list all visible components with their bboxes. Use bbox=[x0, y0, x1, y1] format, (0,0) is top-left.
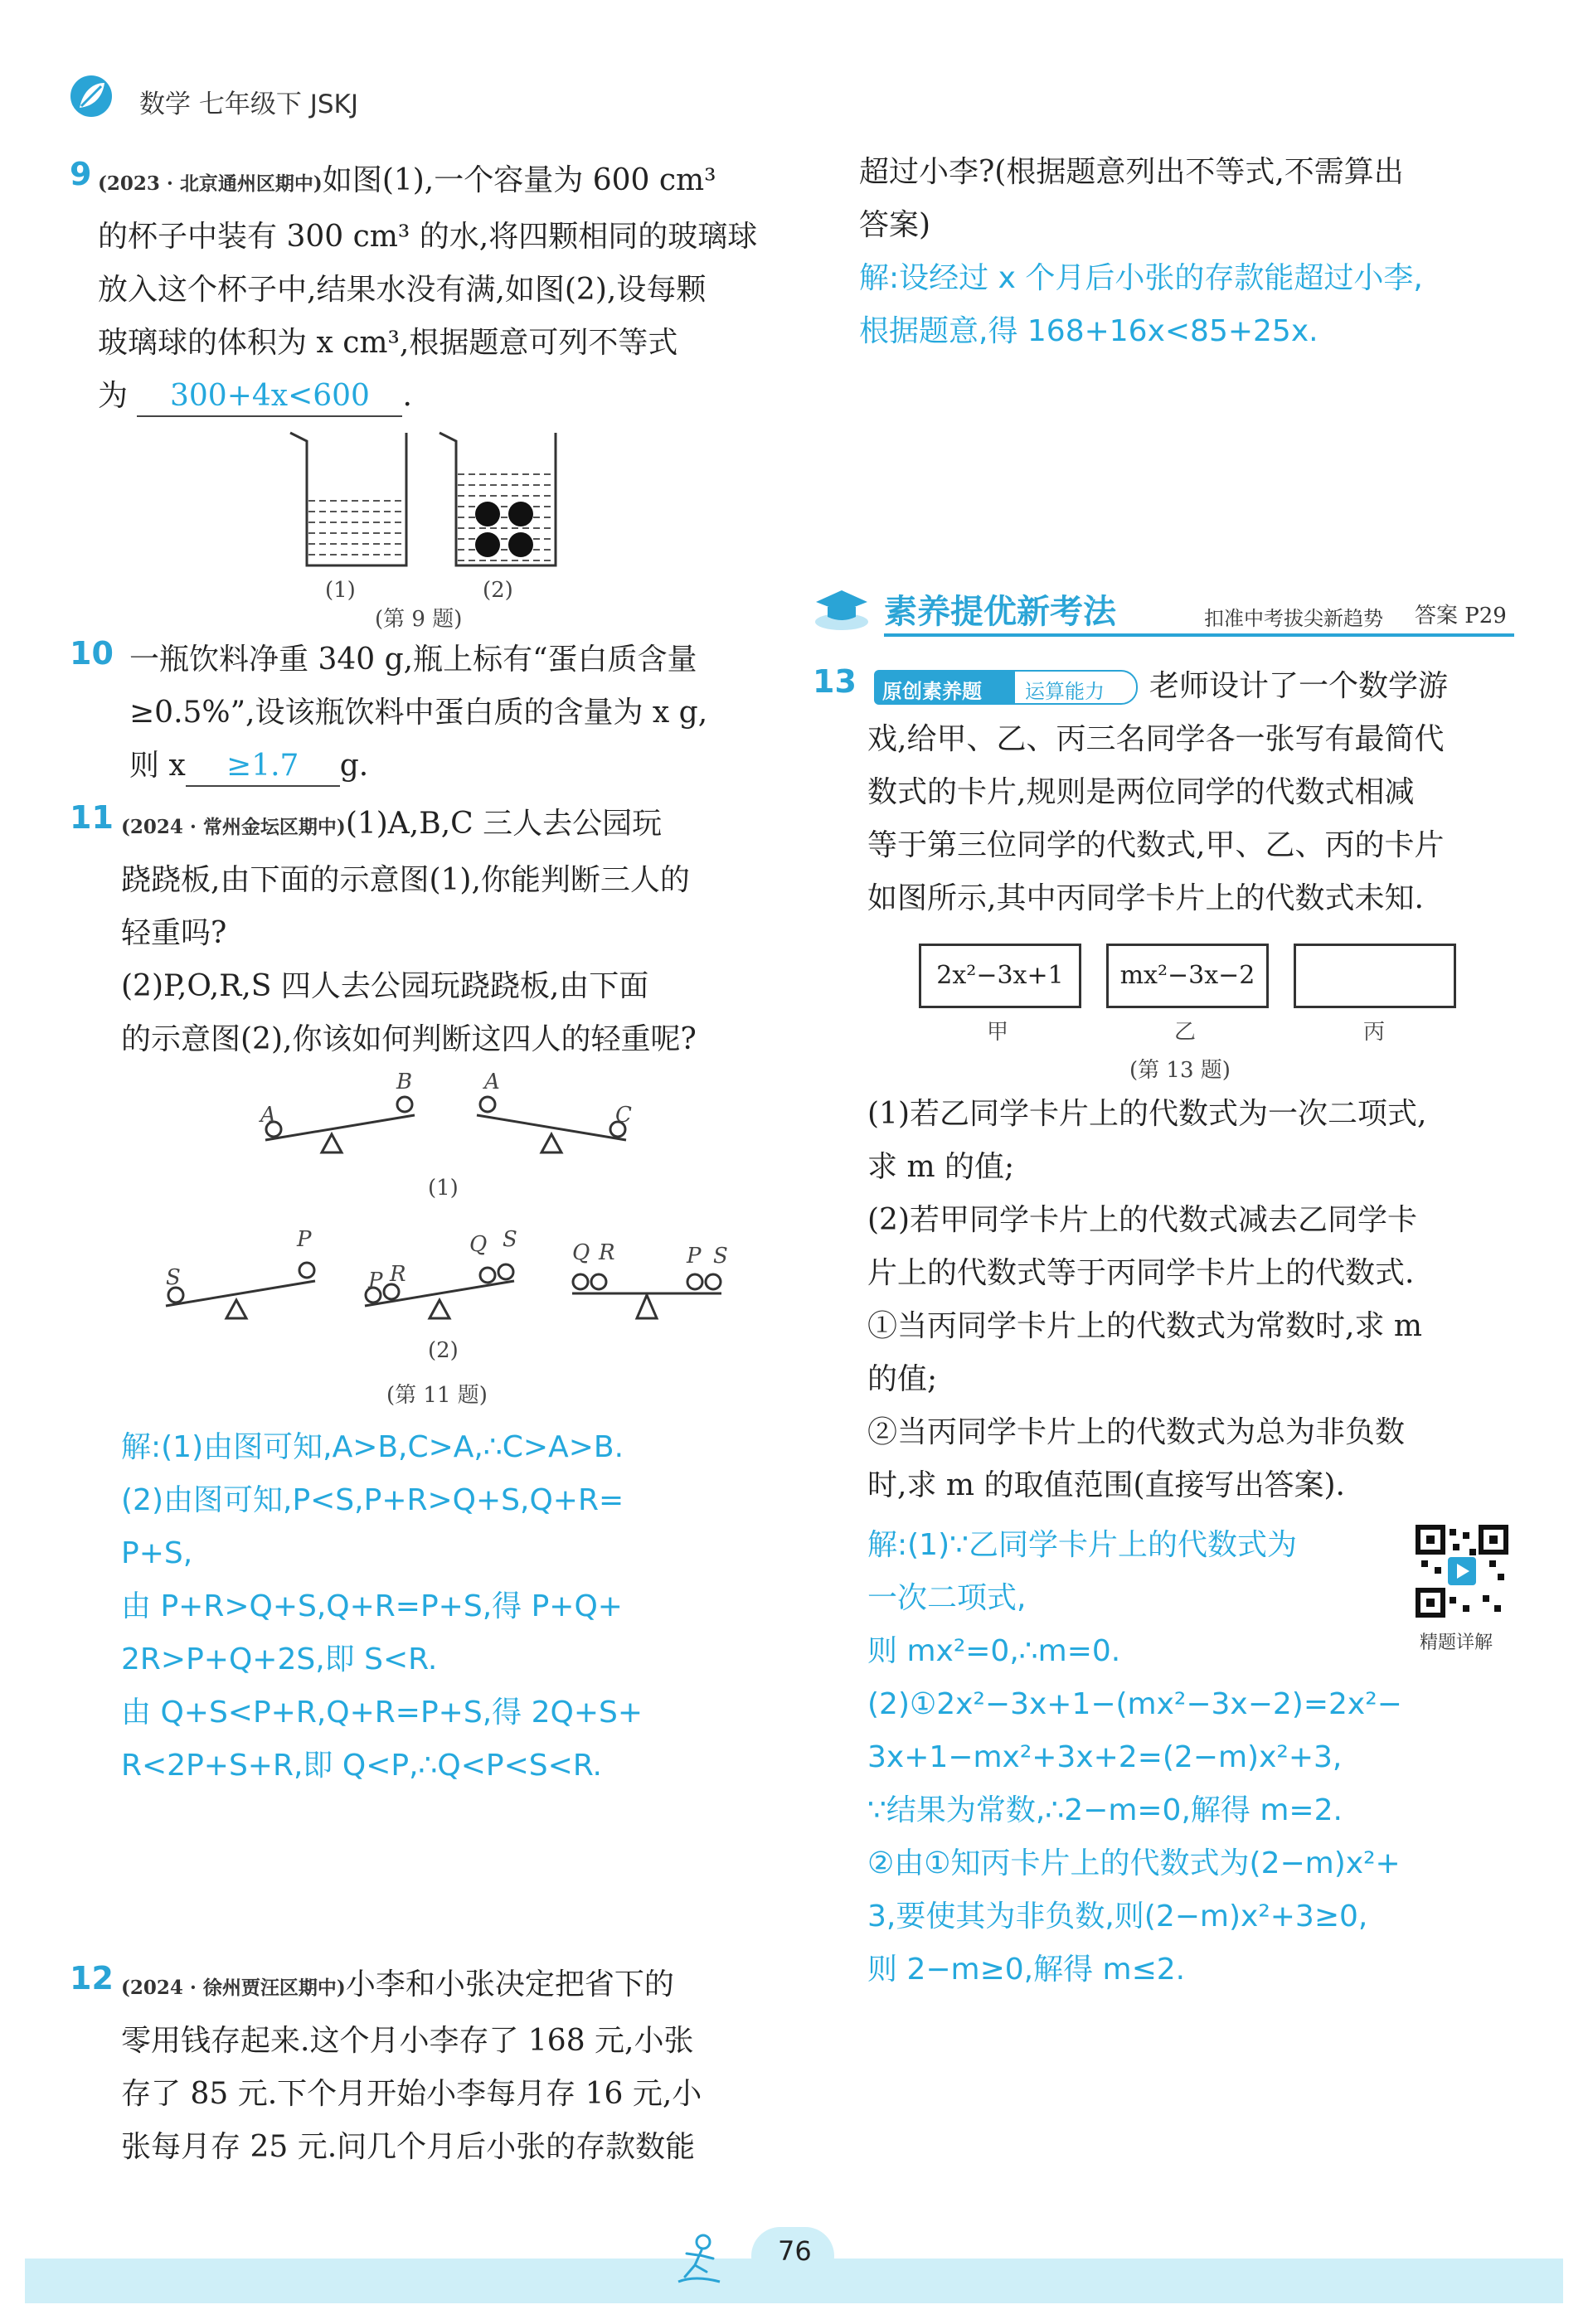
q11-label-qs-s: S bbox=[503, 1227, 517, 1252]
beaker-1-icon bbox=[290, 433, 406, 565]
q9-fig2-label: (2) bbox=[483, 578, 513, 603]
q13-label-yi: 乙 bbox=[1174, 1020, 1197, 1045]
q13-card-yi: mx²−3x−2 bbox=[1106, 944, 1269, 1008]
q9-number: 9 bbox=[70, 156, 92, 192]
q13-caption: (第 13 题) bbox=[1129, 1058, 1231, 1083]
beaker-2-icon bbox=[439, 433, 556, 565]
q11-fig1-label: (1) bbox=[428, 1176, 459, 1201]
q12-solution: 解:设经过 x 个月后小张的存款能超过小李, 根据题意,得 168+16x<85+25x. bbox=[859, 261, 1423, 348]
q11-fig2-label: (2) bbox=[428, 1338, 459, 1363]
q13-card-bing bbox=[1294, 944, 1456, 1008]
q11-seesaw-figure-2 bbox=[158, 1235, 738, 1327]
footer-page-number: 76 bbox=[778, 2235, 812, 2267]
q11-label-b: B bbox=[396, 1070, 413, 1094]
q11-label-qs-q: Q bbox=[469, 1232, 488, 1257]
q13-tag-original-text: 原创素养题 bbox=[882, 680, 982, 703]
section-answer-ref: 答案 P29 bbox=[1415, 604, 1507, 628]
q13-label-jia: 甲 bbox=[987, 1020, 1009, 1045]
q12-text: (2024 · 徐州贾汪区期中)小李和小张决定把省下的 零用钱存起来.这个月小李存了 168 元,小张 存了 85 元.下个月开始小李每月存 16 元,小 张每月存 25 元.问几个月后小张的存款数能 bbox=[121, 1967, 702, 2164]
q10-text: 一瓶饮料净重 340 g,瓶上标有“蛋白质含量 ≥0.5%”,设该瓶饮料中蛋白质的含量为 x g, 则 x ≥1.7 g. bbox=[129, 633, 776, 793]
q12-source: (2024 · 徐州贾汪区期中) bbox=[121, 1977, 346, 1999]
q11-label-p: P bbox=[297, 1227, 312, 1252]
q11-label-ps-p: P bbox=[687, 1244, 702, 1269]
header-title: 数学 七年级下 JSKJ bbox=[139, 90, 358, 119]
q9-caption: (第 9 题) bbox=[375, 607, 463, 632]
q10-number: 10 bbox=[70, 635, 114, 672]
q11-number: 11 bbox=[70, 799, 114, 836]
q11-label-pr-p: P bbox=[368, 1269, 383, 1293]
q11-solution: 解:(1)由图可知,A>B,C>A,∴C>A>B. (2)由图可知,P<S,P+R>Q+S,Q+R= P+S, 由 P+R>Q+S,Q+R=P+S,得 P+Q+ 2R>P+Q+2S,即 S<R. 由 Q+S<P+R,Q+R=P+S,得 2Q+S+ R<2P+S+R,即 Q<P,∴Q<P<S<R. bbox=[121, 1430, 643, 1783]
q13-text: 老师设计了一个数学游 戏,给甲、乙、丙三名同学各一张写有最简代 数式的卡片,规则是两位同学的代数式相减 等于第三位同学的代数式,甲、乙、丙的卡片 如图所示,其中丙同学卡片上的代数式未知. bbox=[867, 669, 1449, 915]
q11-label-qr-q: Q bbox=[572, 1240, 590, 1265]
q11-caption: (第 11 题) bbox=[386, 1383, 488, 1408]
q11-label-qr-r: R bbox=[599, 1240, 615, 1265]
footer-runner-icon bbox=[670, 2230, 728, 2288]
q11-text: (2024 · 常州金坛区期中)(1)A,B,C 三人去公园玩 跷跷板,由下面的示意图(1),你能判断三人的 轻重吗? (2)P,O,R,S 四人去公园玩跷跷板,由下面 的示意图(2),你该如何判断这四人的轻重呢? bbox=[121, 807, 697, 1056]
q11-label-a2: A bbox=[484, 1070, 500, 1094]
seesaw-ac-icon bbox=[477, 1097, 626, 1152]
section-underline bbox=[884, 633, 1514, 637]
q11-label-s: S bbox=[166, 1265, 181, 1290]
section-title: 素养提优新考法 bbox=[884, 593, 1116, 631]
q11-label-a1: A bbox=[260, 1103, 276, 1128]
q13-tag-skill-text: 运算能力 bbox=[1025, 680, 1105, 703]
seesaw-sp-icon bbox=[166, 1263, 315, 1318]
q9-figure bbox=[274, 425, 589, 590]
q13-number: 13 bbox=[813, 663, 857, 700]
q9-source: (2023 · 北京通州区期中) bbox=[98, 172, 323, 195]
q13-card-jia: 2x²−3x+1 bbox=[919, 944, 1081, 1008]
section-subtitle: 扣准中考拔尖新趋势 bbox=[1204, 607, 1383, 630]
q9-fig1-label: (1) bbox=[325, 578, 356, 603]
q12-number: 12 bbox=[70, 1960, 114, 1997]
q11-source: (2024 · 常州金坛区期中) bbox=[121, 816, 346, 838]
q9-answer-blank: 300+4x<600 bbox=[137, 377, 402, 417]
q11-label-c: C bbox=[615, 1103, 632, 1128]
q11-seesaw-figure-1 bbox=[249, 1070, 639, 1161]
header-logo-icon bbox=[70, 75, 113, 118]
q12-text-cont: 超过小李?(根据题意列出不等式,不需算出 答案) bbox=[859, 155, 1404, 242]
section-grad-cap-icon bbox=[813, 585, 871, 632]
seesaw-ab-icon bbox=[265, 1097, 415, 1152]
q13-label-bing: 丙 bbox=[1363, 1020, 1386, 1045]
seesaw-pr-qs-icon bbox=[365, 1264, 514, 1318]
q9-text: (2023 · 北京通州区期中)如图(1),一个容量为 600 cm³ 的杯子中装有 300 cm³ 的水,将四颗相同的玻璃球 放入这个杯子中,结果水没有满,如图(2),设每颗 玻璃球的体积为 x cm³,根据题意可列不等式 为 300+4x<600 . bbox=[98, 154, 778, 423]
seesaw-qr-ps-icon bbox=[572, 1274, 721, 1318]
q13-parts: (1)若乙同学卡片上的代数式为一次二项式, 求 m 的值; (2)若甲同学卡片上的代数式减去乙同学卡 片上的代数式等于丙同学卡片上的代数式. ①当丙同学卡片上的代数式为常数时,求 m 的值; ②当丙同学卡片上的代数式为总为非负数 时,求 m 的取值范围(直接写出答案). bbox=[867, 1097, 1427, 1502]
qr-code-label: 精题详解 bbox=[1420, 1633, 1493, 1653]
q11-label-pr-r: R bbox=[390, 1262, 406, 1287]
q11-label-ps-s: S bbox=[713, 1244, 728, 1269]
q10-answer-blank: ≥1.7 bbox=[186, 747, 340, 787]
q13-solution: 解:(1)∵乙同学卡片上的代数式为 一次二项式, 则 mx²=0,∴m=0. (2)①2x²−3x+1−(mx²−3x−2)=2x²− 3x+1−mx²+3x+2=(2−m)x²+3, ∵结果为常数,∴2−m=0,解得 m=2. ②由①知丙卡片上的代数式为(2−m)x²+ 3,要使其为非负数,则(2−m)x²+3≥0, 则 2−m≥0,解得 m≤2. bbox=[867, 1528, 1402, 1987]
